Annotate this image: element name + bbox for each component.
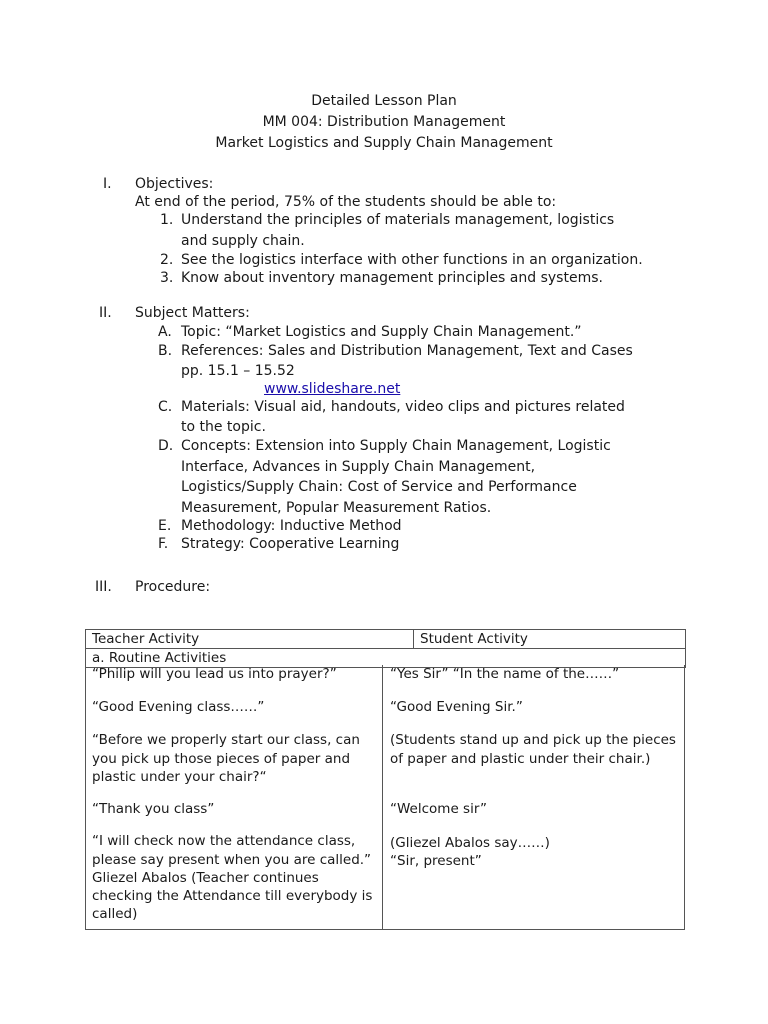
teacher-line: “Philip will you lead us into prayer?” [92,666,337,682]
student-line: (Gliezel Abalos say……) [390,835,550,852]
section-1-number: I. [103,176,112,192]
subject-methodology: Methodology: Inductive Method [181,518,402,534]
subject-letter: B. [158,343,173,359]
objective-text: Know about inventory management principles and systems. [181,270,603,286]
student-line: (Students stand up and pick up the pieces of paper and plastic under their chair.) [390,732,676,767]
subject-references: References: Sales and Distribution Management, Text and Cases [181,343,633,359]
course-code: MM 004: Distribution Management [262,114,506,130]
subject-references-cont: pp. 15.1 – 15.52 [181,363,295,379]
section-1-title: Objectives: [135,176,214,192]
student-line: “Sir, present” [390,853,482,870]
section-2-number: II. [99,305,112,321]
section-2-title: Subject Matters: [135,305,250,321]
reference-link[interactable]: www.slideshare.net [264,381,401,397]
objective-text: Understand the principles of materials management, logistics [181,212,615,228]
objective-text: See the logistics interface with other functions in an organization. [181,252,643,268]
subject-strategy: Strategy: Cooperative Learning [181,536,400,552]
section-3-number: III. [95,579,112,595]
section-3-title: Procedure: [135,579,211,595]
teacher-line: “Before we properly start our class, can you pick up those pieces of paper and plastic under your chair?“ [92,732,360,785]
subject-letter: C. [158,399,173,415]
table-header-row [86,630,686,649]
subject-concepts: Concepts: Extension into Supply Chain Management, Logistic [181,438,611,454]
subject-letter: F. [158,536,169,552]
subject-concepts-cont: Measurement, Popular Measurement Ratios. [181,500,492,516]
objective-text-cont: and supply chain. [181,233,305,249]
subject-topic: Topic: “Market Logistics and Supply Chain Management.” [181,324,582,340]
student-line: “Yes Sir” “In the name of the……” [390,666,620,682]
objectives-intro: At end of the period, 75% of the students should be able to: [135,194,557,210]
teacher-line: “Good Evening class……” [92,699,265,716]
subject-materials: Materials: Visual aid, handouts, video clips and pictures related [181,399,625,415]
subject-materials-cont: to the topic. [181,419,266,435]
student-line: “Welcome sir” [390,800,487,817]
student-activity-header: Student Activity [414,630,686,649]
teacher-line: “I will check now the attendance class, please say present when you are called.” Gliezel Abalos (Teacher continues checking the Attendance till everybody is called) [92,833,373,923]
subject-concepts-cont: Logistics/Supply Chain: Cost of Service and Performance [181,479,577,495]
doc-title: Detailed Lesson Plan [311,93,457,109]
objective-number: 3. [160,270,174,286]
teacher-line: “Thank you class” [92,801,215,818]
subject-concepts-cont: Interface, Advances in Supply Chain Management, [181,459,536,475]
objective-number: 2. [160,252,174,268]
objective-number: 1. [160,212,174,228]
subject-letter: E. [158,518,172,534]
student-activity-cell [383,665,685,930]
lesson-topic: Market Logistics and Supply Chain Management [215,135,553,151]
teacher-activity-cell [85,665,383,930]
procedure-table [85,629,686,668]
subject-letter: D. [158,438,174,454]
subject-letter: A. [158,324,172,340]
routine-activities-label: a. Routine Activities [86,649,686,668]
teacher-activity-header: Teacher Activity [86,630,414,649]
student-line: “Good Evening Sir.” [390,699,523,716]
